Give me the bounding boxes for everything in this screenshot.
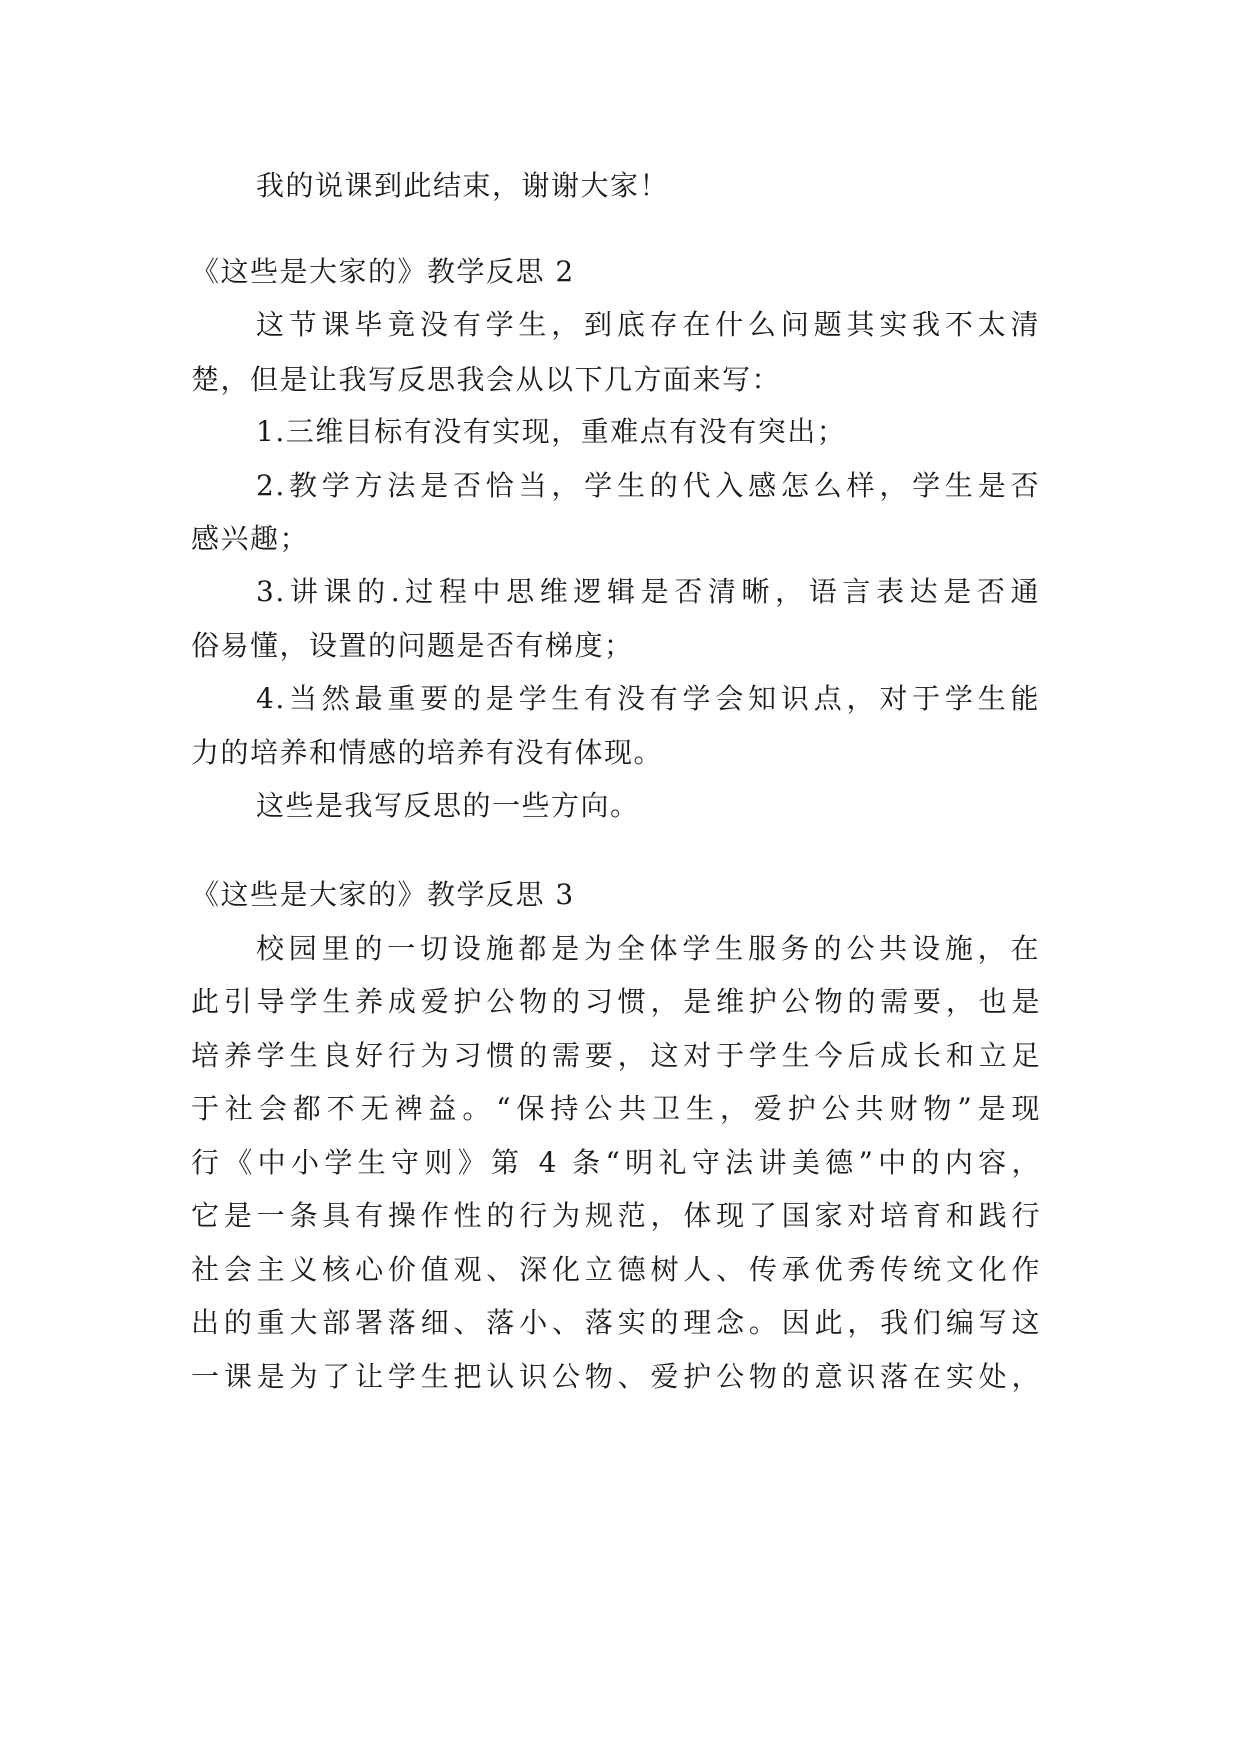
paragraph-line: 于社会都不无裨益。“保持公共卫生，爱护公共财物”是现 bbox=[191, 1092, 1041, 1125]
paragraph-line: 这节课毕竟没有学生，到底存在什么问题其实我不太清 bbox=[256, 308, 1040, 341]
list-item-1: 1.三维目标有没有实现，重难点有没有突出； bbox=[256, 415, 847, 448]
list-item-2: 2.教学方法是否恰当，学生的代入感怎么样，学生是否 bbox=[256, 469, 1040, 502]
paragraph-line: 培养学生良好行为习惯的需要，这对于学生今后成长和立足 bbox=[191, 1039, 1041, 1072]
paragraph-line: 此引导学生养成爱护公物的习惯，是维护公物的需要，也是 bbox=[191, 985, 1041, 1018]
paragraph-line: 校园里的一切设施都是为全体学生服务的公共设施，在 bbox=[256, 932, 1040, 965]
paragraph-line: 行《中小学生守则》第 4 条“明礼守法讲美德”中的内容， bbox=[191, 1146, 1041, 1179]
list-item-3: 3.讲课的.过程中思维逻辑是否清晰，语言表达是否通 bbox=[256, 575, 1040, 608]
list-item-2-cont: 感兴趣； bbox=[191, 522, 310, 555]
paragraph-line: 一课是为了让学生把认识公物、爱护公物的意识落在实处， bbox=[191, 1360, 1041, 1393]
list-item-3-cont: 俗易懂，设置的问题是否有梯度； bbox=[191, 629, 634, 662]
paragraph-line: 这些是我写反思的一些方向。 bbox=[256, 789, 640, 822]
list-item-4-cont: 力的培养和情感的培养有没有体现。 bbox=[191, 736, 664, 769]
paragraph-line: 它是一条具有操作性的行为规范，体现了国家对培育和践行 bbox=[191, 1199, 1041, 1232]
paragraph-line: 楚，但是让我写反思我会从以下几方面来写： bbox=[191, 363, 782, 396]
paragraph-line: 社会主义核心价值观、深化立德树人、传承优秀传统文化作 bbox=[191, 1253, 1041, 1286]
section-heading-2: 《这些是大家的》教学反思 2 bbox=[191, 255, 575, 288]
list-item-4: 4.当然最重要的是学生有没有学会知识点，对于学生能 bbox=[256, 682, 1040, 715]
paragraph-line: 出的重大部署落细、落小、落实的理念。因此，我们编写这 bbox=[191, 1306, 1041, 1339]
section-heading-3: 《这些是大家的》教学反思 3 bbox=[191, 878, 575, 911]
closing-line: 我的说课到此结束，谢谢大家！ bbox=[256, 169, 670, 202]
